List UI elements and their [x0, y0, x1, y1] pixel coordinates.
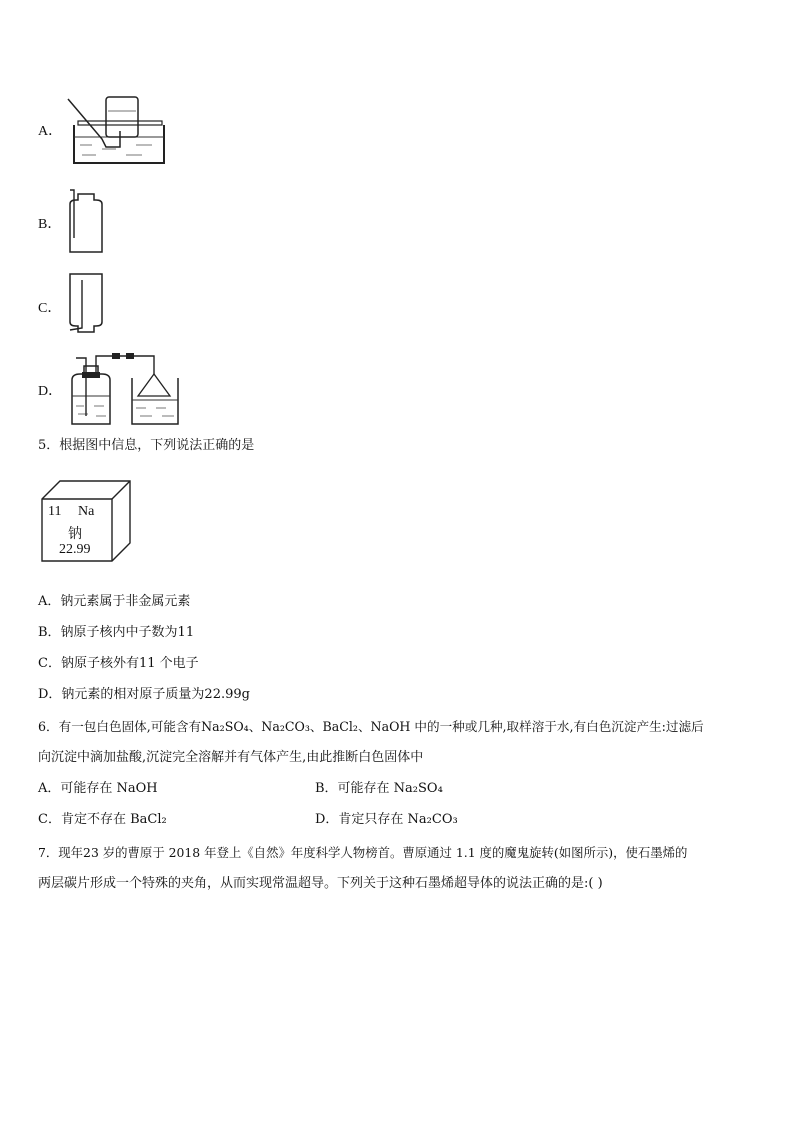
q6-option-c: C．肯定不存在 BaCl₂	[38, 812, 167, 827]
element-name: 钠	[68, 526, 82, 542]
q7-stem-line2: 两层碳片形成一个特殊的夹角，从而实现常温超导。下列关于这种石墨烯超导体的说法正确的是:( )	[38, 876, 603, 891]
apparatus-d-wash-bottle-beaker-icon	[66, 350, 186, 426]
q5-option-a: A．钠元素属于非金属元素	[38, 594, 191, 609]
element-symbol: Na	[78, 504, 95, 519]
q7-stem-line1: 7．现年23 岁的曹原于 2018 年登上《自然》年度科学人物榜首。曹原通过 1.1 度的魔鬼旋转(如图所示)，使石墨烯的	[38, 845, 688, 860]
q6-stem-line2: 向沉淀中滴加盐酸,沉淀完全溶解并有气体产生,由此推断白色固体中	[38, 750, 424, 765]
apparatus-c-inverted-bottle-icon	[66, 270, 106, 336]
q4-option-b-label: B．	[38, 217, 62, 232]
q4-option-a-label: A．	[38, 124, 63, 139]
q5-stem: 5．根据图中信息，下列说法正确的是	[38, 438, 255, 453]
q6-stem-line1: 6．有一包白色固体,可能含有Na₂SO₄、Na₂CO₃、BaCl₂、NaOH 中的一种或几种,取样溶于水,有白色沉淀产生:过滤后	[38, 719, 704, 734]
apparatus-b-gas-bottle-icon	[66, 188, 106, 256]
q6-option-a: A．可能存在 NaOH	[38, 781, 158, 796]
apparatus-a-water-trough-icon	[66, 95, 166, 167]
element-atomic-mass: 22.99	[59, 542, 91, 557]
q6-option-b: B．可能存在 Na₂SO₄	[315, 781, 443, 796]
q5-option-b: B．钠原子核内中子数为11	[38, 625, 195, 640]
q5-option-c: C．钠原子核外有11 个电子	[38, 656, 199, 671]
q4-option-d-label: D．	[38, 384, 63, 399]
q6-option-d: D．肯定只存在 Na₂CO₃	[315, 812, 458, 827]
element-atomic-number: 11	[48, 504, 62, 519]
q5-option-d: D．钠元素的相对原子质量为22.99g	[38, 687, 250, 702]
q4-option-c-label: C．	[38, 301, 62, 316]
